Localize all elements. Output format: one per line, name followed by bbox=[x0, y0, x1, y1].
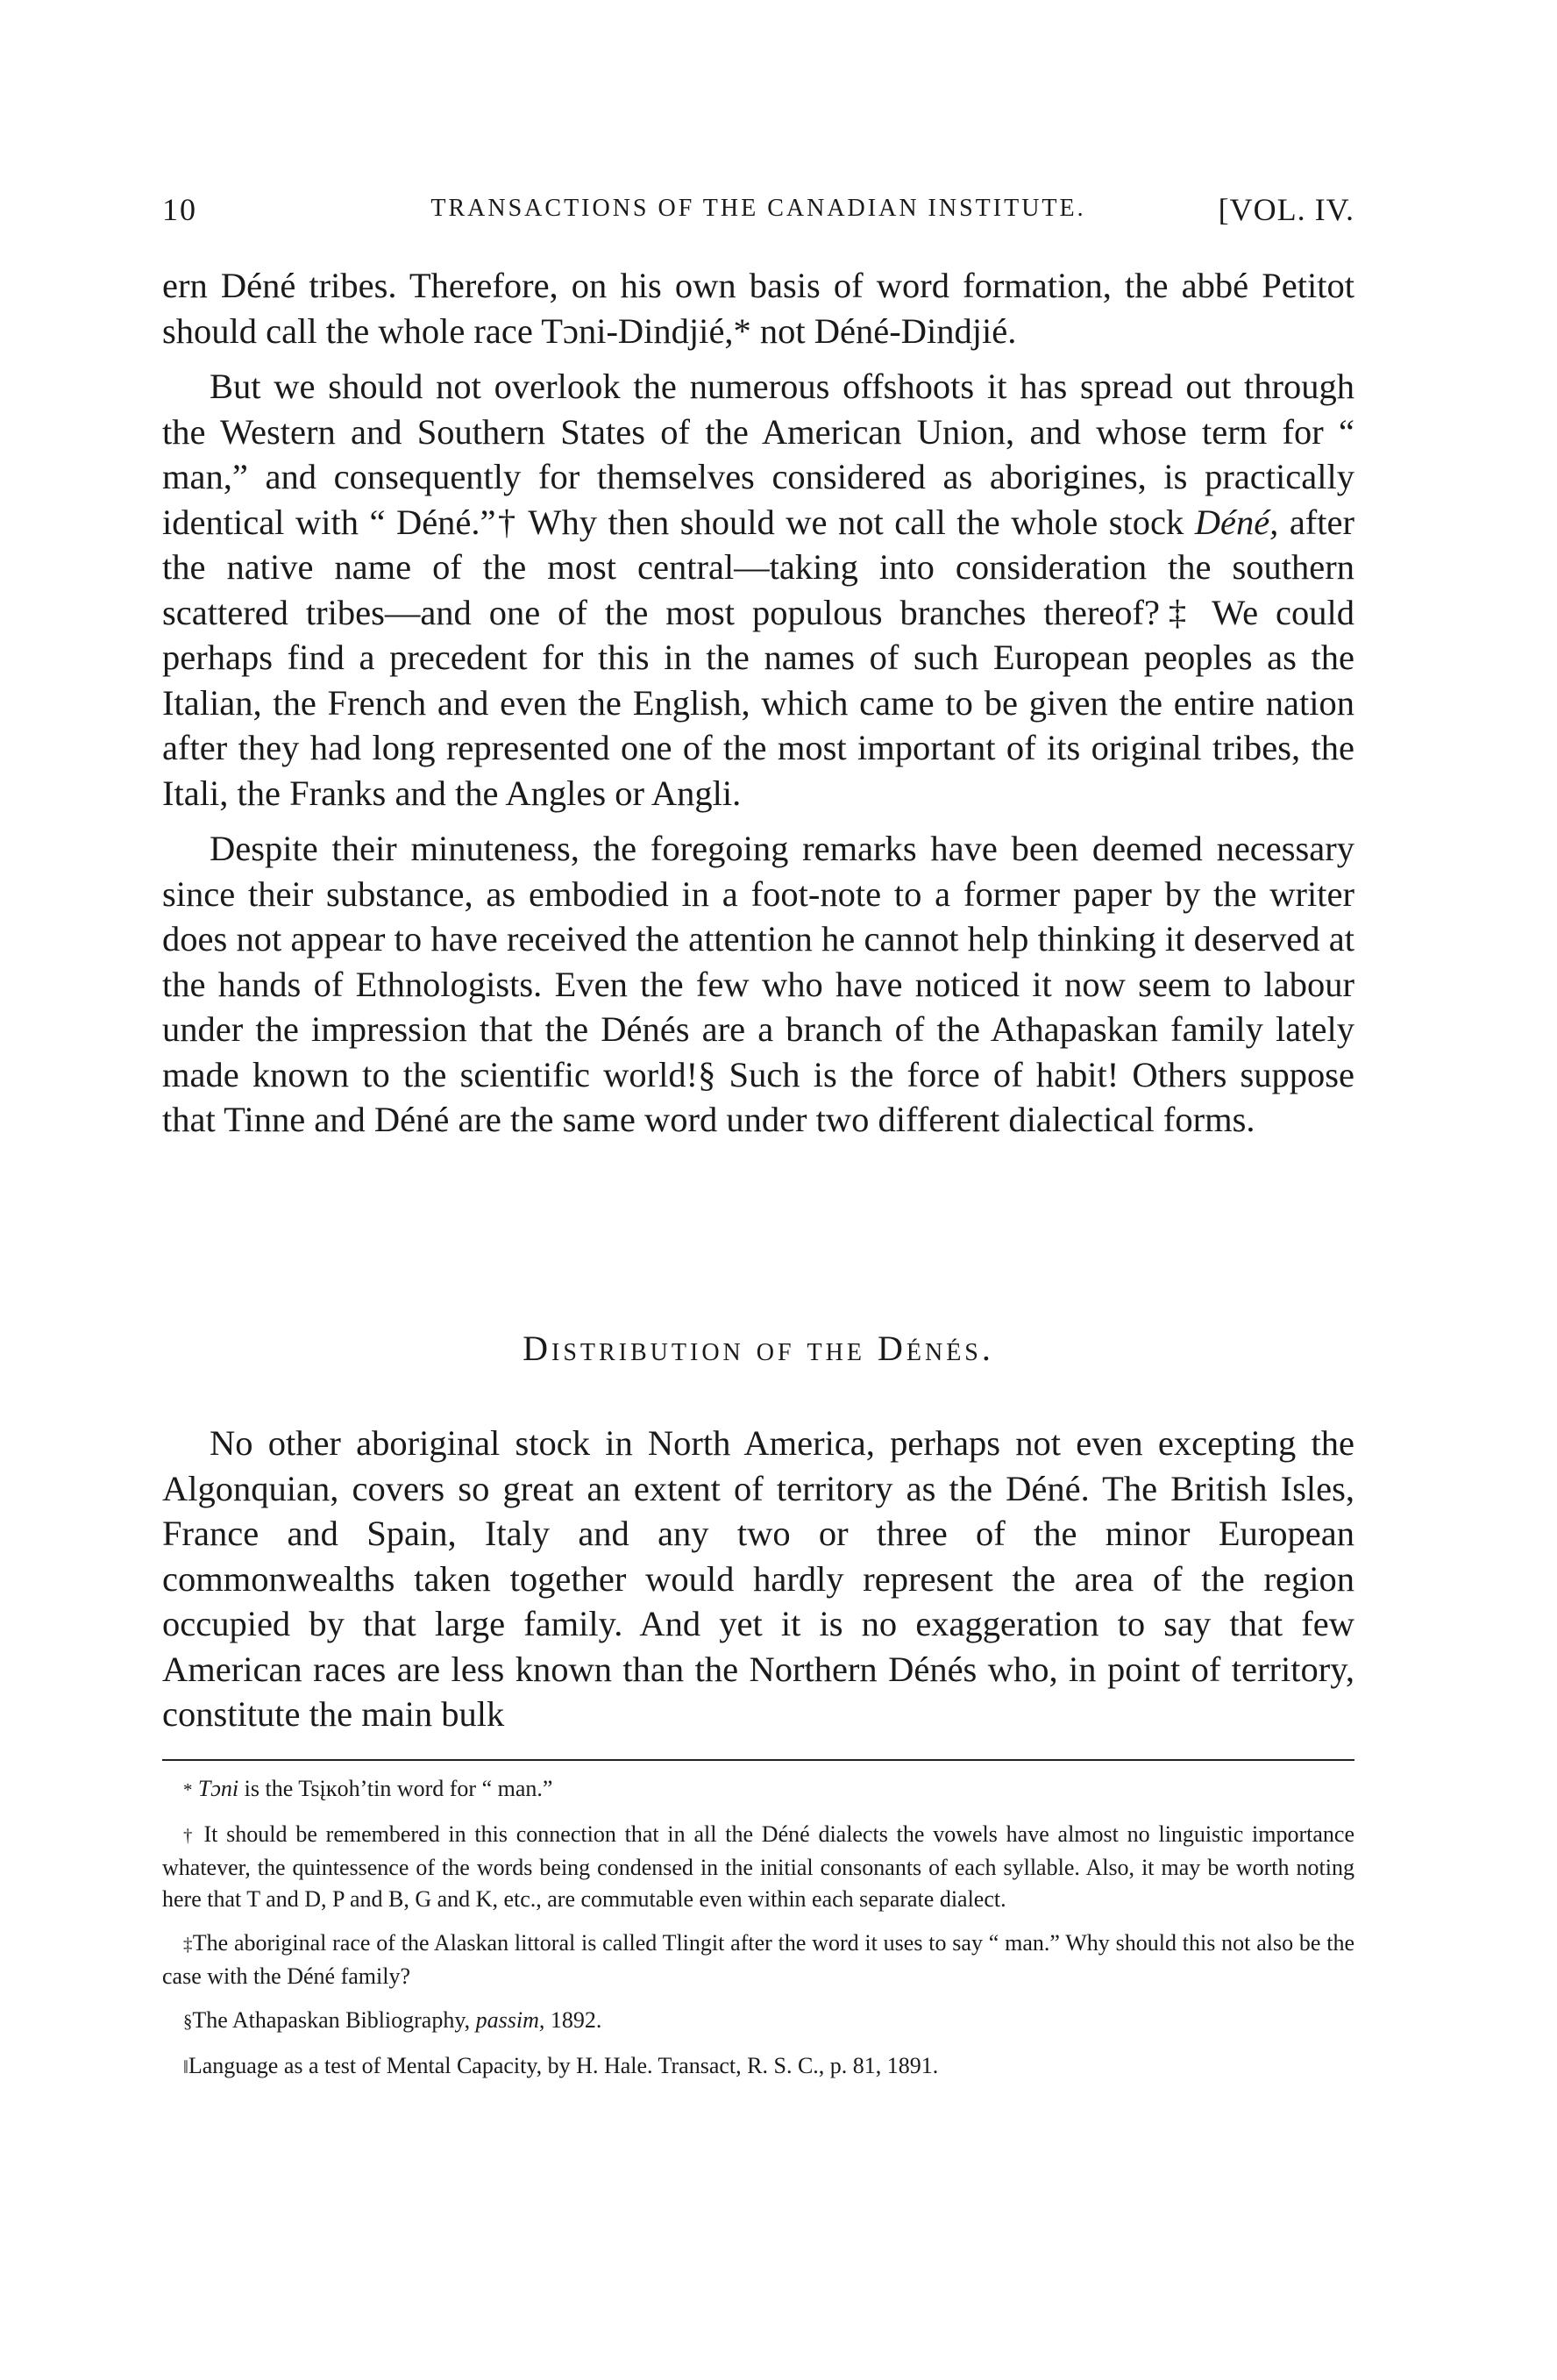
section-text bbox=[162, 1421, 1354, 1737]
footnote-5-text: Language as a test of Mental Capacity, by H. Hale. Transact, R. S. C., p. 81, 1891. bbox=[188, 2053, 939, 2078]
body-text bbox=[162, 263, 1354, 1143]
paragraph-continued: ern Déné tribes. Therefore, on his own basis of word formation, the abbé Petitot should call the whole race Tɔni-Dindjié,* not Déné-Dindjié. bbox=[162, 266, 1354, 351]
footnote-5-mark: ‖ bbox=[183, 2057, 188, 2077]
paragraph-distribution: No other aboriginal stock in North America, perhaps not even excepting the Algonquian, covers so great an extent of territory as the Déné. The British Isles, France and Spain, Italy and any two or three of the minor European commonwealths taken together would hardly represent the area of the region occupied by that large family. And yet it is no exaggeration to say that few American races are less known than the Northern Dénés who, in point of territory, constitute the main bulk bbox=[162, 1423, 1354, 1734]
footnote-5 bbox=[162, 2050, 1354, 2084]
footnote-3 bbox=[162, 1928, 1354, 1992]
footnote-4-mark: § bbox=[183, 2012, 193, 2032]
footnote-1-mark: * bbox=[183, 1780, 193, 1800]
footnote-4 bbox=[162, 2005, 1354, 2038]
volume-label: [VOL. IV. bbox=[1218, 192, 1354, 227]
footnote-4-year: 1892. bbox=[544, 2007, 602, 2033]
footnote-1 bbox=[162, 1773, 1354, 1806]
footnote-4-text: The Athapaskan Bibliography, bbox=[192, 2007, 476, 2033]
footnote-4-italic: passim, bbox=[475, 2007, 545, 2033]
journal-title: TRANSACTIONS OF THE CANADIAN INSTITUTE. bbox=[430, 195, 1086, 222]
footnote-1-term: Tɔni bbox=[197, 1776, 239, 1801]
footnote-2-mark: † bbox=[183, 1826, 196, 1846]
paragraph-offshoots bbox=[162, 364, 1354, 816]
footnote-2-text: It should be remembered in this connection that in all the Déné dialects the vowels have almost no linguistic importance whatever, the quintessence of the words being condensed in the initial consonants of each syllable. Also, it may be worth noting here that T and D, P and B, G and K, etc., are commutable even within each separate dialect. bbox=[162, 1821, 1354, 1912]
footnote-3-mark: ‡ bbox=[183, 1935, 193, 1955]
footnote-1-text: is the Tsįĸoh’tin word for “ man.” bbox=[238, 1776, 553, 1801]
paragraph-offshoots-start: But we should not overlook the numerous offshoots it has spread out through the Western and Southern States of the American Union, and whose term for “ man,” and consequently for themselves considered as aborigines, is practically identical with “ Déné.”† Why then should we not call the whole stock bbox=[162, 367, 1354, 542]
italic-term-dene: Déné, bbox=[1194, 502, 1279, 542]
running-head bbox=[162, 191, 1354, 235]
footnote-divider bbox=[162, 1759, 1354, 1761]
paragraph-offshoots-end: after the native name of the most central—taking into consideration the southern scattered tribes—and one of the most populous branches thereof?‡ We could perhaps find a precedent for this in the names of such European peoples as the Italian, the French and even the English, which came to be given the entire nation after they had long represented one of the most important of its original tribes, the Itali, the Franks and the Angles or Angli. bbox=[162, 502, 1354, 813]
footnote-3-text: The aboriginal race of the Alaskan littoral is called Tlingit after the word it uses to say “ man.” Why should this not also be the case with the Déné family? bbox=[162, 1930, 1354, 1989]
paragraph-minuteness: Despite their minuteness, the foregoing remarks have been deemed necessary since their substance, as embodied in a foot-note to a former paper by the writer does not appear to have received the attention he cannot help thinking it deserved at the hands of Ethnologists. Even the few who have noticed it now seem to labour under the impression that the Dénés are a branch of the Athapaskan family lately made known to the scientific world!§ Such is the force of habit! Others suppose that Tinne and Déné are the same word under two different dialectical forms. bbox=[162, 829, 1354, 1139]
footnotes bbox=[162, 1773, 1354, 2096]
page-number: 10 bbox=[162, 192, 197, 227]
footnote-2 bbox=[162, 1819, 1354, 1915]
section-heading: Distribution of the Dénés. bbox=[523, 1329, 994, 1368]
